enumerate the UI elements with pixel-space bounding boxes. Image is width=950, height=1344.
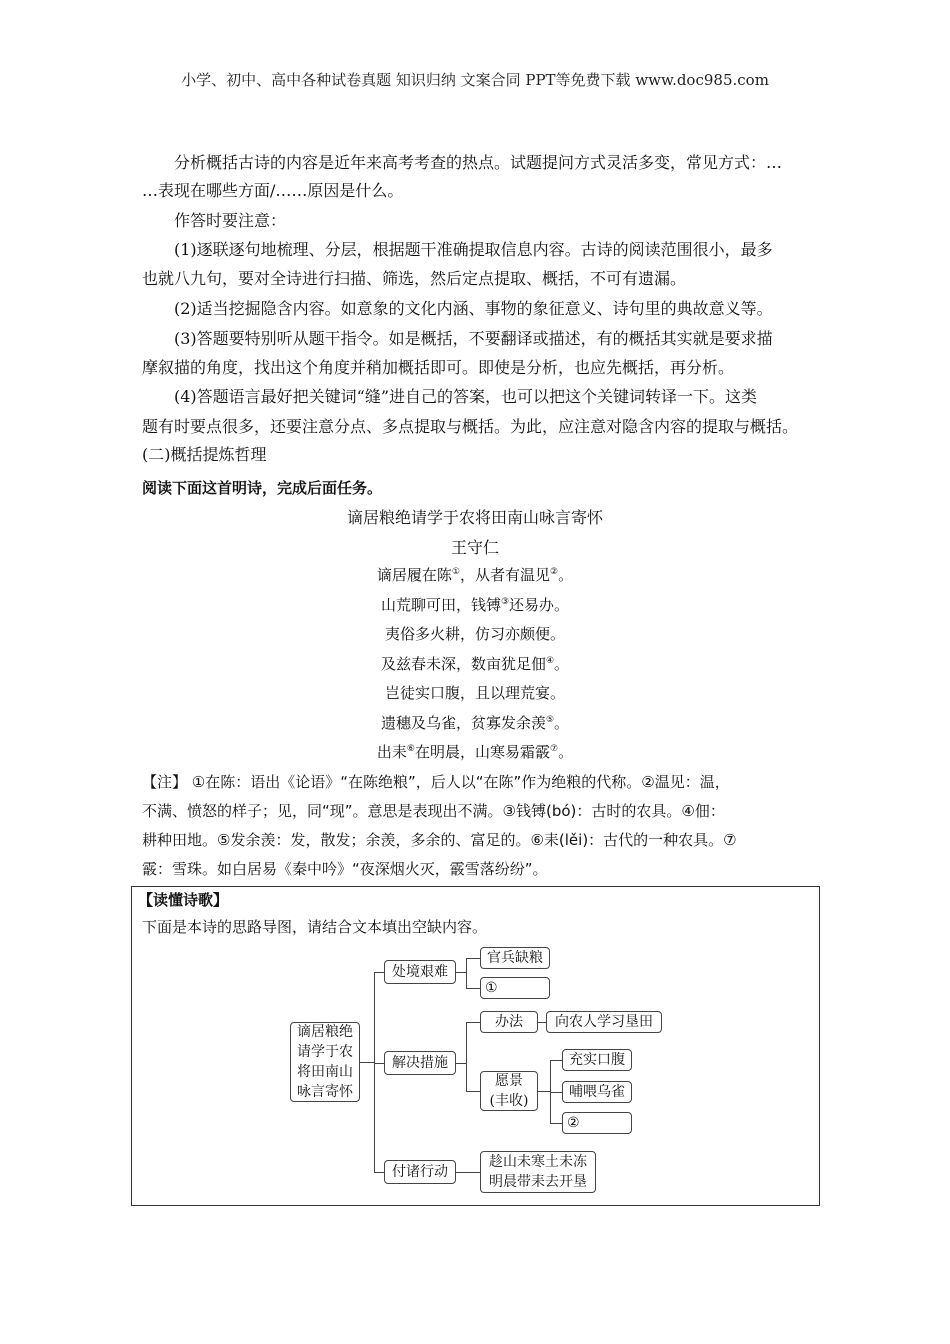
sub-method: 办法 [480,1011,538,1033]
sub-vision-note: (丰收) [489,1093,529,1109]
poem-text: 谪居履在陈 [376,566,452,584]
footnote-marker: ③ [500,596,510,607]
poem-text: 夷俗多火耕，仿习亦颇便。 [384,625,565,643]
section-title: (二)概括提炼哲理 [142,445,267,464]
tip-2: (2)适当挖掘隐含内容。如意象的文化内涵、事物的象征意义、诗句里的典故意义等。 [174,299,773,318]
leaf-plow-line-1: 趁山未寒土未冻 [489,1154,587,1170]
tip-1-line-2: 也就八九句，要对全诗进行扫描、筛选，然后定点提取、概括，不可有遗漏。 [142,269,687,288]
footnote-marker: ⑥ [406,744,415,754]
tip-1-line-1: (1)逐联逐句地梳理、分层，根据题干准确提取信息内容。古诗的阅读范围很小，最多 [174,240,773,259]
connector-line [466,988,480,989]
leaf-learn-farming: 向农人学习垦田 [546,1011,662,1033]
poem-text: 出耒 [376,743,407,761]
poem-line [0,682,950,703]
poem-line [0,564,950,585]
leaf-plow-tomorrow [480,1151,596,1193]
connector-line [538,1022,546,1023]
tip-4-line-2: 题有时要点很多，还要注意分点、多点提取与概括。为此，应注意对隐含内容的提取与概括。 [142,417,799,436]
connector-line [456,972,466,973]
poem-line [0,712,950,733]
answer-blank-1[interactable]: ① [480,977,550,999]
connector-line [374,972,375,1172]
reading-instruction: 阅读下面这首明诗，完成后面任务。 [142,479,383,497]
leaf-fill-stomach: 充实口腹 [562,1049,632,1071]
poem-text: 岂徒实口腹，且以理荒宴。 [384,684,565,702]
poem-text: 及兹春未深，数亩犹足佃 [380,654,546,673]
connector-line [374,1063,384,1064]
intro-paragraph-2: 作答时要注意： [174,211,287,230]
tip-3-line-2: 摩叙描的角度，找出这个角度并稍加概括即可。即使是分析，也应先概括，再分析。 [142,358,735,377]
intro-paragraph-1-line-2: …表现在哪些方面/……原因是什么。 [142,181,404,200]
connector-line [538,1091,550,1092]
poem-line [0,741,950,762]
poem-text: 遗穗及乌雀，贫寡发余羡 [380,713,546,732]
poem-line [0,653,950,674]
leaf-plow-line-2: 明晨带耒去开垦 [489,1174,587,1190]
poem-text: ，从者有温见 [459,566,550,584]
poem-text: 在明晨，山寒易霜霰 [414,743,550,761]
connector-line [466,1091,480,1092]
poem-title: 谪居粮绝请学于农将田南山咏言寄怀 [346,508,603,527]
footnote-marker: ⑤ [545,714,555,725]
intro-paragraph-1-line-1: 分析概括古诗的内容是近年来高考考查的热点。试题提问方式灵活多变，常见方式：… [174,153,783,172]
notes-line-3: 耕种田地。⑤发余羡：发，散发；余羡，多余的、富足的。⑥耒(lěi)：古代的一种农具。⑦ [142,831,737,849]
box-prompt: 下面是本诗的思路导图，请结合文本填出空缺内容。 [142,918,488,936]
mindmap-root: 谪居粮绝请学于农将田南山咏言寄怀 [290,1022,360,1102]
connector-line [550,1123,562,1124]
branch-solutions: 解决措施 [384,1051,456,1075]
connector-line [374,972,384,973]
poem-text: 。 [558,566,574,584]
poem-author: 王守仁 [450,538,499,557]
notes-line-4: 霰：雪珠。如白居易《秦中吟》“夜深烟火灭，霰雪落纷纷”。 [142,860,548,878]
connector-line [360,1062,374,1063]
poem-text: 。 [554,713,570,732]
connector-line [466,958,467,988]
poem-text: 。 [558,743,574,761]
notes-line-2: 不满、愤怒的样子；见，同“现”。意思是表现出不满。③钱镈(bó)：古时的农具。④佃： [142,802,725,820]
connector-line [550,1092,562,1093]
branch-take-action: 付诸行动 [384,1160,456,1184]
tip-4-line-1: (4)答题语言最好把关键词“缝”进自己的答案，也可以把这个关键词转译一下。这类 [174,387,758,406]
poem-text: 。 [554,654,570,673]
connector-line [550,1060,562,1061]
connector-line [456,1172,480,1173]
footnote-marker: ② [550,567,559,577]
poem-text: 还易办。 [509,595,570,614]
poem-line [0,623,950,644]
poem-line [0,594,950,615]
branch-difficult-situation: 处境艰难 [384,960,456,984]
sub-vision-label: 愿景 [495,1073,523,1089]
footnote-marker: ① [451,567,460,577]
connector-line [466,1022,480,1023]
sub-vision [480,1071,538,1111]
connector-line [466,958,480,959]
answer-blank-2[interactable]: ② [562,1112,632,1134]
connector-line [466,1022,467,1091]
footnote-marker: ⑦ [550,744,559,754]
notes-line-1: 【注】 ①在陈：语出《论语》“在陈绝粮”，后人以“在陈”作为绝粮的代称。②温见：温， [142,773,730,791]
connector-line [456,1063,466,1064]
poem-text: 山荒聊可田，钱镈 [380,595,501,614]
leaf-feed-birds: 哺喂乌雀 [562,1081,632,1103]
footnote-marker: ④ [545,655,555,666]
box-label: 【读懂诗歌】 [138,891,229,909]
tip-3-line-1: (3)答题要特别听从题干指令。如是概括，不要翻译或描述，有的概括其实就是要求描 [174,329,773,348]
leaf-soldiers-lack-food: 官兵缺粮 [480,947,550,969]
connector-line [374,1172,384,1173]
page-header: 小学、初中、高中各种试卷真题 知识归纳 文案合同 PPT等免费下载 www.doc985.com [181,71,769,89]
